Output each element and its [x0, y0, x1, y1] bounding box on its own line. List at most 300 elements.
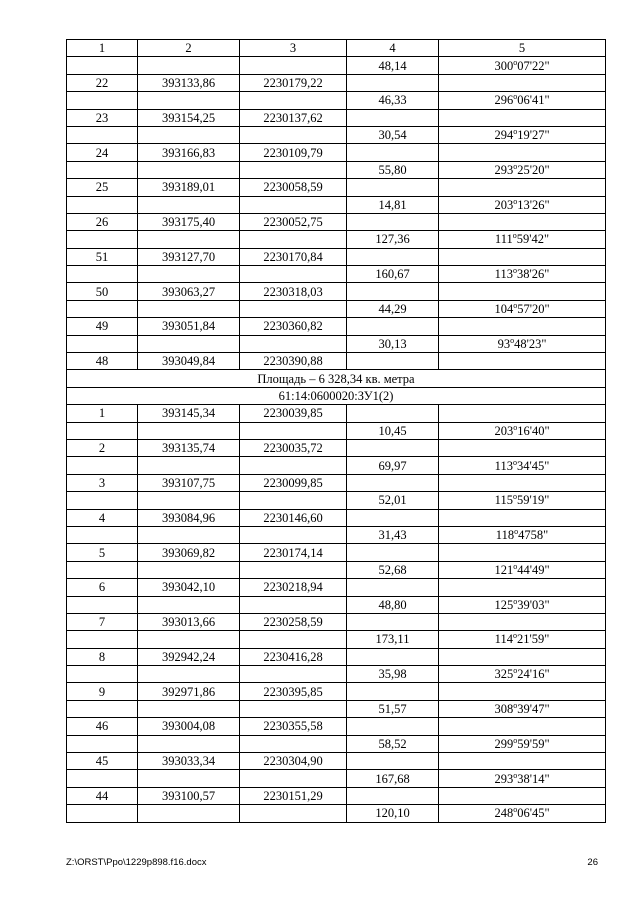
bearing-degrees: 296 — [494, 93, 514, 108]
empty-cell — [240, 805, 347, 822]
bearing-cell — [439, 561, 606, 578]
empty-cell — [138, 596, 240, 613]
segment-row — [67, 300, 606, 317]
empty-cell — [67, 335, 138, 352]
x-coordinate-cell: 392942,24 — [138, 648, 240, 665]
empty-cell — [67, 561, 138, 578]
point-number-cell: 2 — [67, 439, 138, 456]
distance-cell: 31,43 — [347, 526, 439, 543]
degree-symbol: o — [513, 422, 518, 432]
point-number-cell: 50 — [67, 283, 138, 300]
x-coordinate-cell: 393100,57 — [138, 787, 240, 804]
y-coordinate-cell: 2230039,85 — [240, 405, 347, 422]
point-row — [67, 318, 606, 335]
bearing-cell — [439, 526, 606, 543]
bearing-cell — [439, 631, 606, 648]
point-number-cell: 25 — [67, 179, 138, 196]
empty-cell — [138, 457, 240, 474]
segment-row — [67, 422, 606, 439]
empty-cell — [138, 770, 240, 787]
segment-row — [67, 457, 606, 474]
bearing-cell — [439, 770, 606, 787]
degree-symbol: o — [512, 457, 517, 467]
point-number-cell: 51 — [67, 248, 138, 265]
distance-cell: 127,36 — [347, 231, 439, 248]
degree-symbol: o — [513, 561, 518, 571]
point-number-cell: 6 — [67, 579, 138, 596]
empty-cell — [138, 631, 240, 648]
y-coordinate-cell: 2230151,29 — [240, 787, 347, 804]
distance-cell: 10,45 — [347, 422, 439, 439]
bearing-cell — [439, 457, 606, 474]
y-coordinate-cell: 2230146,60 — [240, 509, 347, 526]
empty-cell — [347, 683, 439, 700]
empty-cell — [240, 266, 347, 283]
empty-cell — [347, 439, 439, 456]
y-coordinate-cell: 2230416,28 — [240, 648, 347, 665]
segment-row — [67, 561, 606, 578]
segment-row — [67, 126, 606, 143]
empty-cell — [240, 300, 347, 317]
empty-cell — [67, 300, 138, 317]
x-coordinate-cell: 393013,66 — [138, 613, 240, 630]
point-row — [67, 718, 606, 735]
empty-cell — [347, 109, 439, 126]
bearing-degrees: 300 — [494, 58, 514, 73]
empty-cell — [67, 666, 138, 683]
point-number-cell: 49 — [67, 318, 138, 335]
empty-cell — [67, 92, 138, 109]
segment-row — [67, 196, 606, 213]
degree-symbol: o — [512, 631, 517, 641]
y-coordinate-cell: 2230218,94 — [240, 579, 347, 596]
y-coordinate-cell: 2230355,58 — [240, 718, 347, 735]
degree-symbol: o — [513, 701, 518, 711]
empty-cell — [240, 161, 347, 178]
point-number-cell: 26 — [67, 213, 138, 230]
empty-cell — [240, 561, 347, 578]
empty-cell — [240, 422, 347, 439]
y-coordinate-cell: 2230395,85 — [240, 683, 347, 700]
y-coordinate-cell: 2230052,75 — [240, 213, 347, 230]
empty-cell — [138, 700, 240, 717]
degree-symbol: o — [514, 527, 519, 537]
empty-cell — [347, 579, 439, 596]
bearing-cell — [439, 126, 606, 143]
empty-cell — [67, 492, 138, 509]
distance-cell: 69,97 — [347, 457, 439, 474]
x-coordinate-cell: 393049,84 — [138, 353, 240, 370]
empty-cell — [439, 318, 606, 335]
bearing-minutes-seconds: 38'26" — [516, 267, 550, 282]
distance-cell: 55,80 — [347, 161, 439, 178]
point-number-cell: 4 — [67, 509, 138, 526]
bearing-minutes-seconds: 4758" — [518, 528, 549, 543]
distance-cell: 35,98 — [347, 666, 439, 683]
bearing-cell — [439, 266, 606, 283]
point-row — [67, 683, 606, 700]
bearing-cell — [439, 335, 606, 352]
point-number-cell: 5 — [67, 544, 138, 561]
bearing-minutes-seconds: 39'47" — [517, 702, 550, 717]
empty-cell — [67, 631, 138, 648]
degree-symbol: o — [512, 266, 517, 276]
header-cell-2: 2 — [138, 40, 240, 57]
bearing-cell — [439, 161, 606, 178]
point-row — [67, 509, 606, 526]
empty-cell — [240, 196, 347, 213]
bearing-minutes-seconds: 06'41" — [517, 93, 550, 108]
footer-page-number: 26 — [587, 857, 598, 868]
degree-symbol: o — [513, 161, 518, 171]
bearing-cell — [439, 196, 606, 213]
degree-symbol: o — [513, 596, 518, 606]
bearing-cell — [439, 231, 606, 248]
empty-cell — [240, 700, 347, 717]
degree-symbol: o — [513, 57, 518, 67]
segment-row — [67, 231, 606, 248]
bearing-cell — [439, 735, 606, 752]
point-number-cell: 46 — [67, 718, 138, 735]
bearing-degrees: 121 — [494, 562, 514, 577]
empty-cell — [439, 579, 606, 596]
empty-cell — [347, 74, 439, 91]
empty-cell — [347, 613, 439, 630]
point-number-cell: 44 — [67, 787, 138, 804]
y-coordinate-cell: 2230304,90 — [240, 753, 347, 770]
empty-cell — [439, 179, 606, 196]
bearing-minutes-seconds: 21'59" — [516, 632, 550, 647]
bearing-degrees: 325 — [494, 667, 514, 682]
bearing-minutes-seconds: 34'45" — [516, 458, 550, 473]
empty-cell — [347, 213, 439, 230]
bearing-cell — [439, 700, 606, 717]
degree-symbol: o — [513, 770, 518, 780]
empty-cell — [67, 770, 138, 787]
segment-row — [67, 805, 606, 822]
empty-cell — [240, 57, 347, 74]
point-number-cell: 22 — [67, 74, 138, 91]
footer-file-path: Z:\ORST\Ppo\1229p898.f16.docx — [66, 857, 207, 868]
point-row — [67, 353, 606, 370]
empty-cell — [67, 735, 138, 752]
bearing-minutes-seconds: 57'20" — [517, 302, 550, 317]
empty-cell — [67, 526, 138, 543]
empty-cell — [138, 735, 240, 752]
empty-cell — [240, 492, 347, 509]
empty-cell — [240, 526, 347, 543]
empty-cell — [67, 231, 138, 248]
degree-symbol: o — [513, 196, 518, 206]
empty-cell — [67, 457, 138, 474]
x-coordinate-cell: 393154,25 — [138, 109, 240, 126]
section-label-cell: Площадь – 6 328,34 кв. метра — [67, 370, 606, 387]
y-coordinate-cell: 2230174,14 — [240, 544, 347, 561]
distance-cell: 173,11 — [347, 631, 439, 648]
bearing-cell — [439, 300, 606, 317]
empty-cell — [138, 266, 240, 283]
empty-cell — [439, 683, 606, 700]
empty-cell — [67, 805, 138, 822]
bearing-degrees: 293 — [494, 771, 514, 786]
empty-cell — [439, 753, 606, 770]
header-cell-3: 3 — [240, 40, 347, 57]
empty-cell — [439, 718, 606, 735]
bearing-degrees: 248 — [494, 806, 514, 821]
empty-cell — [347, 353, 439, 370]
degree-symbol: o — [513, 92, 518, 102]
empty-cell — [347, 753, 439, 770]
point-row — [67, 74, 606, 91]
empty-cell — [439, 213, 606, 230]
bearing-minutes-seconds: 59'59" — [517, 736, 550, 751]
segment-row — [67, 770, 606, 787]
distance-cell: 167,68 — [347, 770, 439, 787]
empty-cell — [138, 526, 240, 543]
point-number-cell: 23 — [67, 109, 138, 126]
empty-cell — [138, 161, 240, 178]
degree-symbol: o — [512, 492, 517, 502]
empty-cell — [67, 266, 138, 283]
empty-cell — [67, 196, 138, 213]
bearing-minutes-seconds: 38'14" — [517, 771, 550, 786]
empty-cell — [138, 492, 240, 509]
empty-cell — [240, 335, 347, 352]
header-cell-1: 1 — [67, 40, 138, 57]
distance-cell: 48,80 — [347, 596, 439, 613]
segment-row — [67, 335, 606, 352]
coordinates-table — [66, 39, 606, 823]
segment-row — [67, 666, 606, 683]
point-row — [67, 439, 606, 456]
point-row — [67, 144, 606, 161]
empty-cell — [138, 422, 240, 439]
segment-row — [67, 596, 606, 613]
empty-cell — [439, 74, 606, 91]
degree-symbol: o — [510, 335, 515, 345]
point-number-cell: 7 — [67, 613, 138, 630]
empty-cell — [240, 631, 347, 648]
y-coordinate-cell: 2230099,85 — [240, 474, 347, 491]
point-row — [67, 474, 606, 491]
point-number-cell: 45 — [67, 753, 138, 770]
distance-cell: 120,10 — [347, 805, 439, 822]
degree-symbol: o — [513, 127, 518, 137]
x-coordinate-cell: 393069,82 — [138, 544, 240, 561]
y-coordinate-cell: 2230035,72 — [240, 439, 347, 456]
header-row — [67, 40, 606, 57]
point-number-cell: 48 — [67, 353, 138, 370]
bearing-degrees: 308 — [494, 702, 514, 717]
bearing-degrees: 203 — [494, 197, 514, 212]
segment-row — [67, 526, 606, 543]
bearing-minutes-seconds: 06'45" — [517, 806, 550, 821]
point-row — [67, 787, 606, 804]
empty-cell — [240, 596, 347, 613]
x-coordinate-cell: 393042,10 — [138, 579, 240, 596]
bearing-degrees: 203 — [494, 423, 514, 438]
distance-cell: 14,81 — [347, 196, 439, 213]
x-coordinate-cell: 393145,34 — [138, 405, 240, 422]
empty-cell — [439, 109, 606, 126]
distance-cell: 44,29 — [347, 300, 439, 317]
empty-cell — [439, 353, 606, 370]
y-coordinate-cell: 2230318,03 — [240, 283, 347, 300]
empty-cell — [439, 248, 606, 265]
distance-cell: 30,54 — [347, 126, 439, 143]
segment-row — [67, 92, 606, 109]
bearing-minutes-seconds: 44'49" — [517, 562, 550, 577]
point-number-cell: 3 — [67, 474, 138, 491]
y-coordinate-cell: 2230058,59 — [240, 179, 347, 196]
empty-cell — [138, 300, 240, 317]
point-row — [67, 753, 606, 770]
empty-cell — [439, 439, 606, 456]
x-coordinate-cell: 393189,01 — [138, 179, 240, 196]
empty-cell — [439, 613, 606, 630]
distance-cell: 52,01 — [347, 492, 439, 509]
empty-cell — [347, 787, 439, 804]
segment-row — [67, 57, 606, 74]
y-coordinate-cell: 2230390,88 — [240, 353, 347, 370]
bearing-minutes-seconds: 48'23" — [514, 336, 547, 351]
section-row — [67, 370, 606, 387]
empty-cell — [138, 666, 240, 683]
empty-cell — [439, 648, 606, 665]
empty-cell — [439, 283, 606, 300]
empty-cell — [347, 144, 439, 161]
empty-cell — [439, 787, 606, 804]
segment-row — [67, 735, 606, 752]
empty-cell — [240, 92, 347, 109]
segment-row — [67, 161, 606, 178]
empty-cell — [138, 231, 240, 248]
point-row — [67, 648, 606, 665]
empty-cell — [240, 231, 347, 248]
bearing-degrees: 111 — [494, 232, 513, 247]
bearing-cell — [439, 805, 606, 822]
bearing-cell — [439, 596, 606, 613]
degree-symbol: o — [513, 666, 518, 676]
bearing-degrees: 125 — [494, 597, 514, 612]
bearing-minutes-seconds: 39'03" — [517, 597, 550, 612]
bearing-cell — [439, 666, 606, 683]
empty-cell — [347, 509, 439, 526]
point-row — [67, 248, 606, 265]
bearing-degrees: 114 — [494, 632, 513, 647]
y-coordinate-cell: 2230137,62 — [240, 109, 347, 126]
y-coordinate-cell: 2230179,22 — [240, 74, 347, 91]
y-coordinate-cell: 2230258,59 — [240, 613, 347, 630]
bearing-minutes-seconds: 16'40" — [517, 423, 550, 438]
x-coordinate-cell: 393175,40 — [138, 213, 240, 230]
point-number-cell: 24 — [67, 144, 138, 161]
x-coordinate-cell: 393084,96 — [138, 509, 240, 526]
coordinates-table-body — [67, 40, 606, 823]
empty-cell — [138, 805, 240, 822]
segment-row — [67, 492, 606, 509]
empty-cell — [138, 335, 240, 352]
point-number-cell: 1 — [67, 405, 138, 422]
empty-cell — [439, 405, 606, 422]
distance-cell: 46,33 — [347, 92, 439, 109]
y-coordinate-cell: 2230360,82 — [240, 318, 347, 335]
bearing-minutes-seconds: 13'26" — [517, 197, 550, 212]
bearing-cell — [439, 422, 606, 439]
x-coordinate-cell: 393166,83 — [138, 144, 240, 161]
y-coordinate-cell: 2230170,84 — [240, 248, 347, 265]
point-row — [67, 613, 606, 630]
bearing-minutes-seconds: 19'27" — [517, 128, 550, 143]
distance-cell: 51,57 — [347, 700, 439, 717]
distance-cell: 160,67 — [347, 266, 439, 283]
empty-cell — [347, 544, 439, 561]
x-coordinate-cell: 393107,75 — [138, 474, 240, 491]
segment-row — [67, 266, 606, 283]
point-row — [67, 109, 606, 126]
bearing-degrees: 113 — [494, 458, 513, 473]
segment-row — [67, 631, 606, 648]
bearing-degrees: 104 — [494, 302, 514, 317]
empty-cell — [347, 405, 439, 422]
empty-cell — [439, 544, 606, 561]
empty-cell — [67, 422, 138, 439]
bearing-minutes-seconds: 59'42" — [516, 232, 550, 247]
empty-cell — [240, 735, 347, 752]
empty-cell — [138, 561, 240, 578]
empty-cell — [240, 666, 347, 683]
empty-cell — [439, 474, 606, 491]
section-row — [67, 387, 606, 404]
x-coordinate-cell: 393127,70 — [138, 248, 240, 265]
empty-cell — [347, 248, 439, 265]
bearing-cell — [439, 92, 606, 109]
point-number-cell: 8 — [67, 648, 138, 665]
empty-cell — [347, 718, 439, 735]
empty-cell — [138, 196, 240, 213]
bearing-minutes-seconds: 24'16" — [517, 667, 550, 682]
bearing-cell — [439, 492, 606, 509]
bearing-degrees: 115 — [494, 493, 513, 508]
bearing-minutes-seconds: 25'20" — [517, 162, 550, 177]
bearing-degrees: 294 — [494, 128, 514, 143]
x-coordinate-cell: 393004,08 — [138, 718, 240, 735]
point-number-cell: 9 — [67, 683, 138, 700]
bearing-minutes-seconds: 07'22" — [517, 58, 550, 73]
segment-row — [67, 700, 606, 717]
degree-symbol: o — [513, 735, 518, 745]
bearing-minutes-seconds: 59'19" — [516, 493, 550, 508]
bearing-degrees: 113 — [494, 267, 513, 282]
header-cell-4: 4 — [347, 40, 439, 57]
empty-cell — [67, 161, 138, 178]
bearing-degrees: 299 — [494, 736, 514, 751]
empty-cell — [240, 457, 347, 474]
point-row — [67, 213, 606, 230]
point-row — [67, 179, 606, 196]
x-coordinate-cell: 393051,84 — [138, 318, 240, 335]
header-cell-5: 5 — [439, 40, 606, 57]
empty-cell — [240, 770, 347, 787]
empty-cell — [347, 179, 439, 196]
y-coordinate-cell: 2230109,79 — [240, 144, 347, 161]
empty-cell — [67, 126, 138, 143]
point-row — [67, 579, 606, 596]
empty-cell — [347, 474, 439, 491]
bearing-degrees: 293 — [494, 162, 514, 177]
x-coordinate-cell: 393135,74 — [138, 439, 240, 456]
distance-cell: 58,52 — [347, 735, 439, 752]
